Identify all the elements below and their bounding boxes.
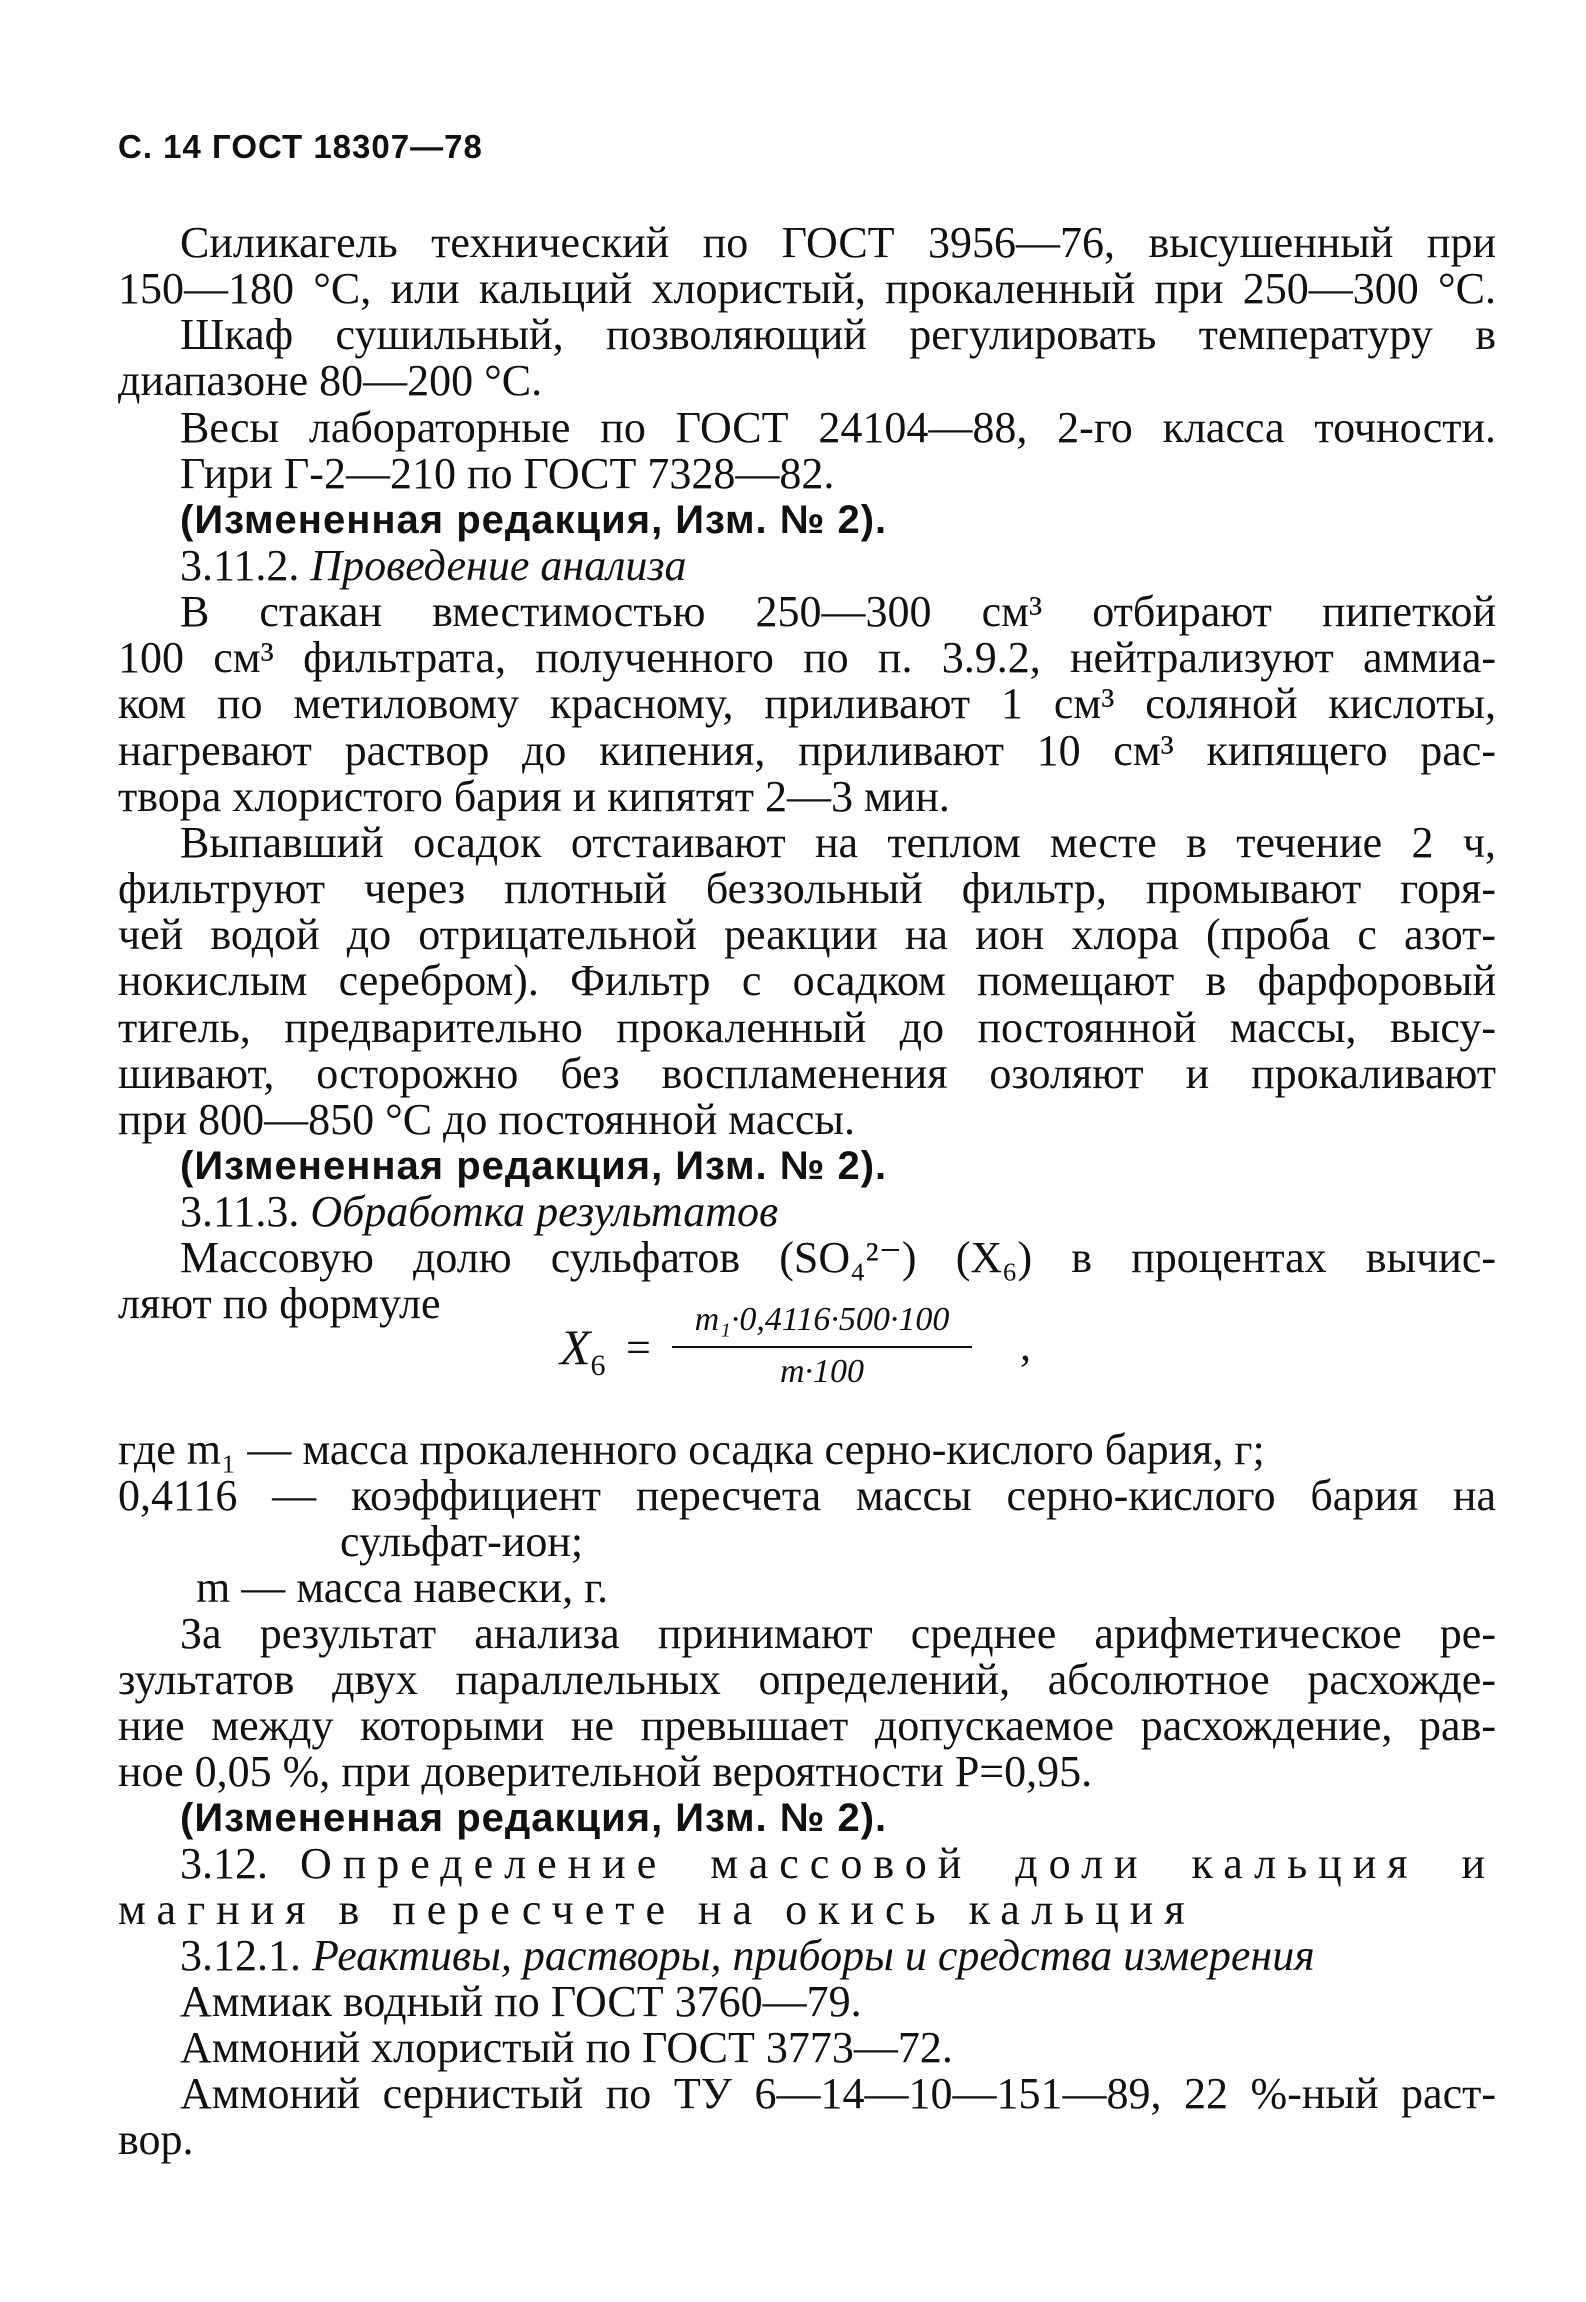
formula-comma: ,	[1020, 1321, 1031, 1370]
section-number: 3.11.3.	[180, 1187, 300, 1236]
text-line: Гири Г-2—210 по ГОСТ 7328—82.	[180, 449, 835, 498]
text-line: 100 см³ фильтрата, полученного по п. 3.9.2, нейтрализуют аммиа-	[118, 633, 1496, 682]
legend-line: m — масса навески, г.	[196, 1563, 609, 1612]
sulfate-formula	[560, 1300, 1080, 1410]
amendment-note: (Измененная редакция, Изм. № 2).	[180, 1796, 888, 1840]
text-line: Аммиак водный по ГОСТ 3760—79.	[180, 1977, 862, 2026]
section-title: Определение массовой доли кальция и	[299, 1839, 1497, 1888]
text-line: при 800—850 °С до постоянной массы.	[118, 1095, 855, 1144]
text-line: За результат анализа принимают среднее арифметическое ре-	[180, 1609, 1496, 1658]
text-line: ляют по формуле	[118, 1279, 441, 1328]
section-number: 3.12.	[180, 1839, 268, 1888]
text-line: ние между которыми не превышает допускаемое расхождение, рав-	[118, 1701, 1496, 1750]
text-line: вор.	[118, 2115, 194, 2164]
text-line: ком по метиловому красному, приливают 1 см³ соляной кислоты,	[118, 679, 1496, 728]
fraction-bar	[672, 1346, 972, 1348]
section-title: Обработка результатов	[310, 1187, 779, 1236]
text-line: тигель, предварительно прокаленный до постоянной массы, высу-	[118, 1003, 1496, 1052]
section-title: Реактивы, растворы, приборы и средства измерения	[312, 1931, 1315, 1980]
amendment-note: (Измененная редакция, Изм. № 2).	[180, 498, 888, 542]
section-heading	[180, 1187, 1496, 1237]
text-line: Аммоний хлористый по ГОСТ 3773—72.	[180, 2023, 953, 2072]
text-line: Массовую долю сульфатов (SO₄²⁻) (X₆) в процентах вычис-	[180, 1233, 1496, 1282]
text-line: фильтруют через плотный беззольный фильтр, промывают горя-	[118, 864, 1496, 913]
amendment-note: (Измененная редакция, Изм. № 2).	[180, 1144, 888, 1188]
section-number: 3.11.2.	[180, 541, 300, 590]
text-line: В стакан вместимостью 250—300 см³ отбирают пипеткой	[180, 587, 1496, 636]
text-line: Силикагель технический по ГОСТ 3956—76, высушенный при	[180, 218, 1496, 267]
text-line: нагревают раствор до кипения, приливают 10 см³ кипящего рас-	[118, 726, 1496, 775]
formula-denominator: m·100	[779, 1353, 865, 1390]
text-line: твора хлористого бария и кипятят 2—3 мин.	[118, 772, 950, 821]
text-line: Весы лабораторные по ГОСТ 24104—88, 2-го класса точности.	[180, 403, 1496, 452]
text-line: чей водой до отрицательной реакции на ион хлора (проба с азот-	[118, 910, 1496, 959]
text-line: диапазоне 80—200 °С.	[118, 356, 543, 405]
formula-equals: =	[626, 1323, 651, 1372]
text-line: шивают, осторожно без воспламенения озоляют и прокаливают	[118, 1049, 1496, 1098]
text-line: 150—180 °С, или кальций хлористый, прокаленный при 250—300 °С.	[118, 264, 1496, 313]
section-title-continued: магния в пересчете на окись кальция	[118, 1885, 1196, 1934]
section-number: 3.12.1.	[180, 1931, 301, 1980]
text-line: Шкаф сушильный, позволяющий регулировать температуру в	[180, 310, 1496, 359]
section-title: Проведение анализа	[310, 541, 687, 590]
text-line: зультатов двух параллельных определений, абсолютное расхожде-	[118, 1655, 1496, 1704]
formula-lhs: $X_6$	[560, 1319, 606, 1382]
section-heading	[180, 1839, 1496, 1889]
legend-line: 0,4116 — коэффициент пересчета массы серно-кислого бария на	[118, 1471, 1496, 1520]
text-line: ное 0,05 %, при доверительной вероятности P=0,95.	[118, 1747, 1093, 1796]
section-heading	[180, 1931, 1496, 1981]
legend-line: где m₁ — масса прокаленного осадка серно-кислого бария, г;	[118, 1425, 1265, 1474]
formula-numerator: m₁·0,4116·500·100	[694, 1301, 950, 1338]
text-line: нокислым серебром). Фильтр с осадком помещают в фарфоровый	[118, 956, 1496, 1005]
text-line: Аммоний сернистый по ТУ 6—14—10—151—89, 22 %-ный раст-	[180, 2069, 1496, 2118]
page-header: С. 14 ГОСТ 18307—78	[118, 128, 483, 165]
legend-line: сульфат-ион;	[340, 1517, 584, 1566]
text-line: Выпавший осадок отстаивают на теплом месте в течение 2 ч,	[180, 818, 1496, 867]
section-heading	[180, 541, 1496, 591]
